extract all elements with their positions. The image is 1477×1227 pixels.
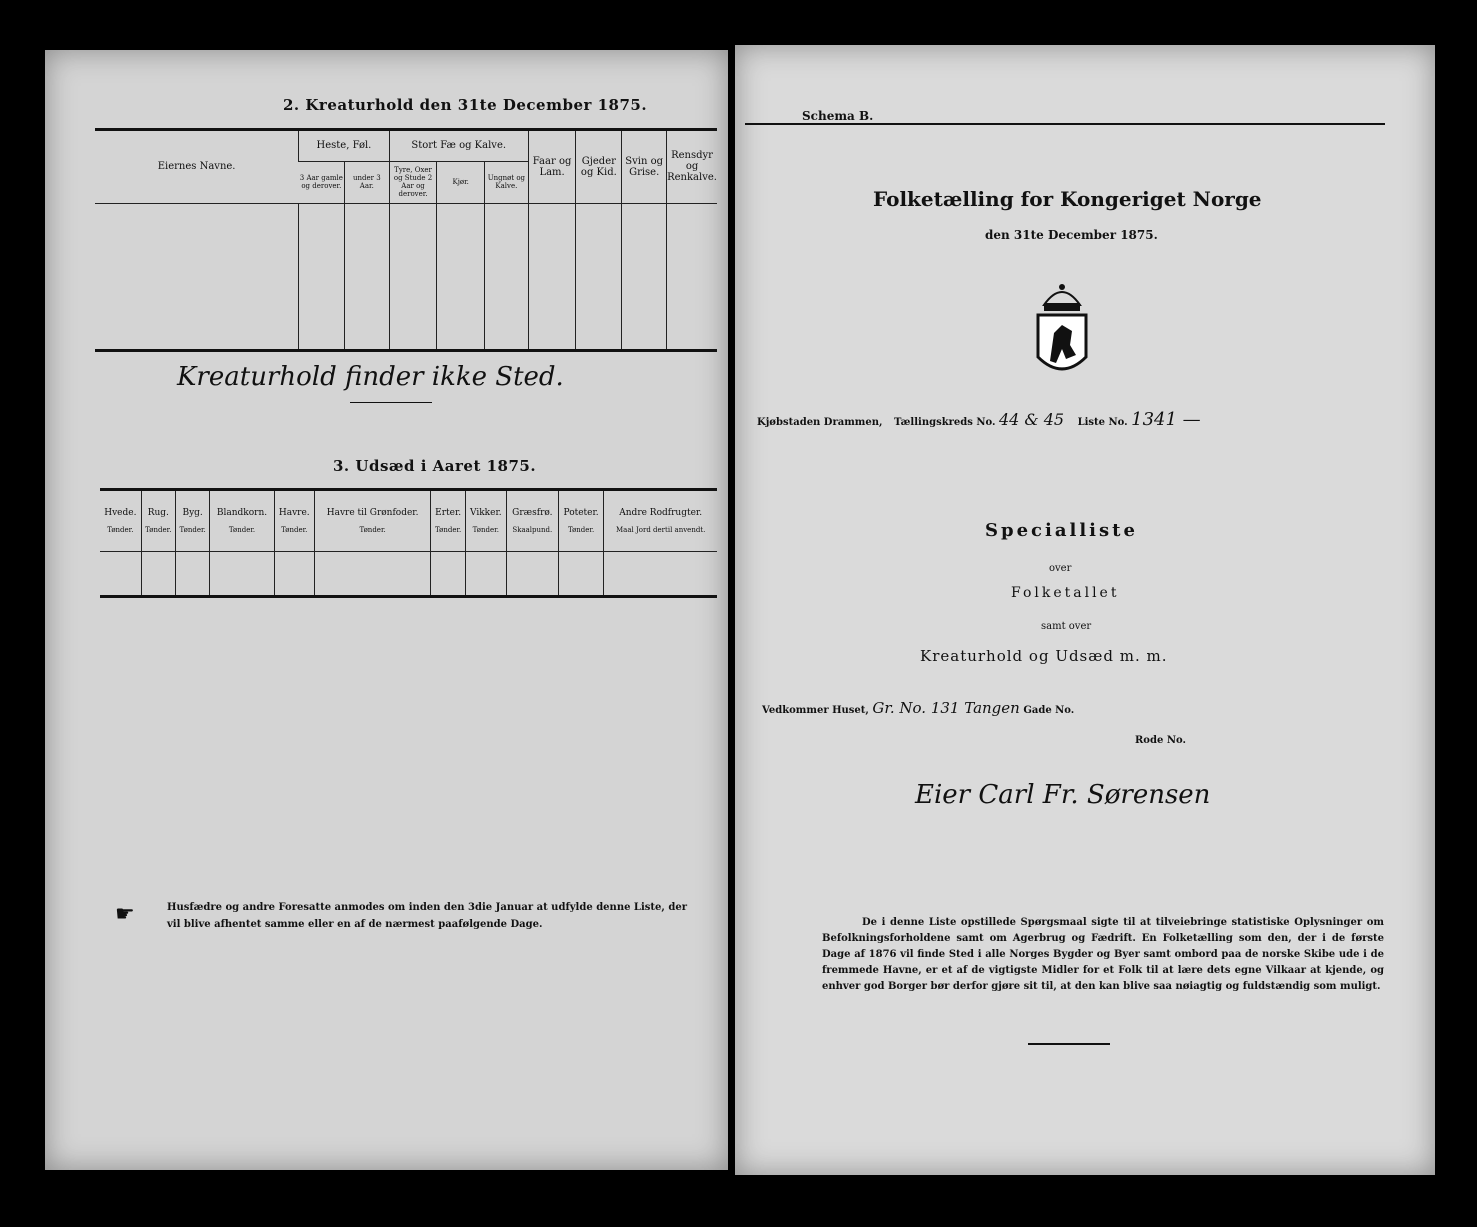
col-svin: Svin og Grise. xyxy=(622,131,667,203)
seed-col-name: Rug. xyxy=(147,507,169,518)
coat-of-arms-icon xyxy=(1032,275,1092,383)
place-label: Kjøbstaden Drammen, xyxy=(757,417,883,428)
seed-col-header xyxy=(465,491,506,551)
seed-col-unit: Skaalpund. xyxy=(512,525,553,534)
seed-col-unit: Tønder. xyxy=(179,525,206,534)
right-page xyxy=(735,45,1435,1175)
seed-col-header xyxy=(210,491,274,551)
district-value: 44 & 45 xyxy=(998,410,1065,429)
seed-col-header xyxy=(431,491,465,551)
col-faar: Faar og Lam. xyxy=(528,131,576,203)
seed-col-header xyxy=(558,491,604,551)
explanation-paragraph: De i denne Liste opstillede Spørgsmaal sigte til at tilveiebringe statistiske Oplysninger om Befolkningsforholdene samt om Agerbrug og Fædrift. En Folketælling som den, der i de første Dage af 1876 vil finde Sted i alle Norges Bygder og Byer samt ombord paa de norske Skibe ude i de fremmede Havne, er et af de vigtigste Midler for et Folk til at lære dets egne Vilkaar at kjende, og enhver god Borger bør derfor gjøre sit til, at den kan blive saa nøiagtig og fuldstændig som muligt. xyxy=(822,917,1384,992)
seed-cell xyxy=(506,551,558,596)
col-stort: Stort Fæ og Kalve. xyxy=(389,131,528,161)
seed-col-unit: Tønder. xyxy=(567,525,595,534)
divider xyxy=(1028,1043,1110,1045)
col-gjeder: Gjeder og Kid. xyxy=(576,131,622,203)
seed-col-name: Poteter. xyxy=(563,507,599,518)
rule xyxy=(745,123,1385,125)
seed-col-name: Andre Rodfrugter. xyxy=(619,507,703,518)
col-stort-b: Kjør. xyxy=(437,161,485,203)
seed-col-unit: Maal Jord dertil anvendt. xyxy=(616,525,706,534)
col-rensdyr: Rensdyr og Renkalve. xyxy=(667,131,717,203)
seed-col-unit: Tønder. xyxy=(107,525,134,534)
seed-col-name: Havre til Grønfoder. xyxy=(326,507,419,518)
seed-col-name: Erter. xyxy=(435,507,462,518)
seed-col-name: Hvede. xyxy=(104,507,137,518)
seed-col-unit: Tønder. xyxy=(145,525,172,534)
schema-label: Schema B. xyxy=(802,109,874,123)
table-row xyxy=(95,203,717,349)
house-value: Gr. No. 131 Tangen xyxy=(872,699,1020,717)
kreatur-text: Kreaturhold og Udsæd m. m. xyxy=(920,647,1168,665)
seed-cell xyxy=(274,551,314,596)
notice-text: Husfædre og andre Foresatte anmodes om inden den 3die Januar at udfylde denne Liste, der vil blive afhentet samme eller en af de nærmest paafølgende Dage. xyxy=(167,902,687,930)
over-text: over xyxy=(1049,563,1072,574)
seed-col-unit: Tønder. xyxy=(434,525,462,534)
col-stort-c: Ungnøt og Kalve. xyxy=(484,161,528,203)
pointing-hand-icon: ☛ xyxy=(115,902,135,927)
seed-cell xyxy=(210,551,274,596)
col-stort-a: Tyre, Oxer og Stude 2 Aar og derover. xyxy=(389,161,437,203)
rode-label: Rode No. xyxy=(1135,735,1186,746)
seed-table xyxy=(100,491,717,596)
seed-cell xyxy=(465,551,506,596)
list-label: Liste No. xyxy=(1077,417,1128,428)
col-heste: Heste, Føl. xyxy=(299,131,389,161)
gade-label: Gade No. xyxy=(1023,705,1075,716)
rule xyxy=(95,349,717,352)
seed-col-header xyxy=(506,491,558,551)
seed-col-unit: Tønder. xyxy=(472,525,499,534)
left-page xyxy=(45,50,728,1170)
seed-cell xyxy=(604,551,717,596)
seed-col-name: Havre. xyxy=(278,507,310,518)
seed-col-name: Byg. xyxy=(182,507,203,518)
seed-cell xyxy=(431,551,465,596)
handwritten-note: Kreaturhold finder ikke Sted. xyxy=(177,362,564,392)
samt-over-text: samt over xyxy=(1041,621,1092,632)
seed-col-name: Græsfrø. xyxy=(512,507,553,518)
seed-col-header xyxy=(175,491,209,551)
house-label: Vedkommer Huset, xyxy=(762,705,869,716)
seed-col-header xyxy=(141,491,175,551)
seed-col-unit: Tønder. xyxy=(228,525,256,534)
seed-col-name: Vikker. xyxy=(469,507,502,518)
owner-value: Eier Carl Fr. Sørensen xyxy=(915,780,1211,810)
col-owner: Eiernes Navne. xyxy=(95,131,299,203)
livestock-table xyxy=(95,131,717,349)
col-heste-a: 3 Aar gamle og derover. xyxy=(299,161,345,203)
seed-col-header xyxy=(604,491,717,551)
seed-col-header xyxy=(100,491,141,551)
district-label: Tællingskreds No. xyxy=(894,417,996,428)
section3-title: 3. Udsæd i Aaret 1875. xyxy=(333,457,537,475)
divider xyxy=(350,402,432,403)
seed-cell xyxy=(100,551,141,596)
seed-cell xyxy=(314,551,431,596)
special-title: Specialliste xyxy=(985,520,1138,541)
col-heste-b: under 3 Aar. xyxy=(344,161,389,203)
seed-col-header xyxy=(274,491,314,551)
rule xyxy=(100,595,717,598)
census-title: Folketælling for Kongeriget Norge xyxy=(873,187,1262,211)
seed-cell xyxy=(175,551,209,596)
seed-cell xyxy=(558,551,604,596)
seed-col-name: Blandkorn. xyxy=(216,507,268,518)
seed-cell xyxy=(141,551,175,596)
seed-col-unit: Tønder. xyxy=(281,525,308,534)
list-value: 1341 — xyxy=(1131,409,1201,430)
seed-col-header xyxy=(314,491,431,551)
folketallet-text: Folketallet xyxy=(1011,585,1120,601)
seed-col-unit: Tønder. xyxy=(359,525,386,534)
census-date: den 31te December 1875. xyxy=(985,228,1158,242)
section2-title: 2. Kreaturhold den 31te December 1875. xyxy=(283,96,648,114)
